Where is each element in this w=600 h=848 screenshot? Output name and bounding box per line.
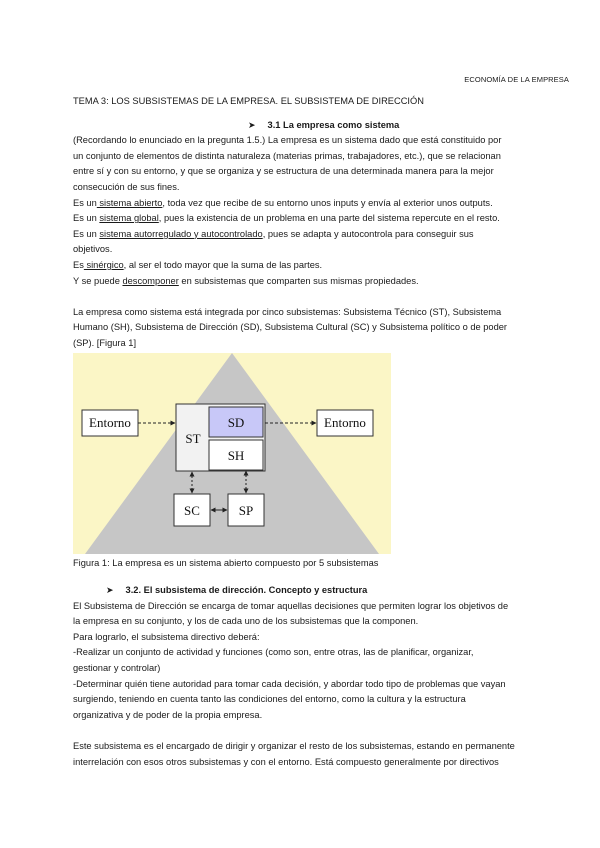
paragraph-line: La empresa como sistema está integrada por cinco subsistemas: Subsistema Técnico (ST), Subsistema (73, 306, 502, 317)
label-entorno-input: Entorno (89, 414, 131, 430)
descomponer-line (73, 274, 581, 290)
paragraph-line: surgiendo, teniendo en cuenta tanto las condiciones del entorno, como la cultura y la estructura (73, 694, 466, 705)
text-run: , toda vez que recibe de su entorno unos inputs y envía al exterior unos outputs. (162, 197, 493, 208)
section-heading-text: 3.2. El subsistema de dirección. Concepto y estructura (125, 585, 368, 596)
text-run: Y se puede (73, 275, 123, 286)
text-run: Es un (73, 197, 97, 208)
paragraph-line: -Determinar quién tiene autoridad para tomar cada decisión, y abordar todo tipo de problemas que vayan (73, 678, 506, 689)
sinergico-line (73, 258, 581, 274)
paragraph-line: organizativa y de poder de la propia empresa. (73, 709, 263, 720)
page-title: TEMA 3: LOS SUBSISTEMAS DE LA EMPRESA. EL SUBSISTEMA DE DIRECCIÓN (73, 96, 424, 106)
figure-caption: Figura 1: La empresa es un sistema abierto compuesto por 5 subsistemas (73, 557, 379, 568)
label-sc: SC (184, 502, 200, 518)
paragraph-line: El Subsistema de Dirección se encarga de tomar aquellas decisiones que permiten lograr los objetivos de (73, 600, 509, 611)
term-sistema-global: sistema global (99, 213, 159, 224)
term-sistema-abierto: sistema abierto (96, 197, 163, 208)
document-body (73, 94, 581, 770)
paragraph-line: Para lograrlo, el subsistema directivo deberá: (73, 631, 260, 642)
paragraph-line: objetivos. (73, 244, 113, 255)
paragraph-line: un conjunto de elementos de distinta naturaleza (materias primas, trabajadores, etc.), que se relacionan (73, 150, 501, 161)
paragraph-line: consecución de sus fines. (73, 181, 180, 192)
label-sd: SD (227, 414, 245, 430)
text-run: , al ser el todo mayor que la suma de las partes. (123, 259, 323, 270)
label-sp: SP (238, 502, 254, 518)
paragraph-line: (Recordando lo enunciado en la pregunta 1.5.) La empresa es un sistema dado que está constituido por (73, 135, 502, 146)
text-run: Es (73, 259, 84, 270)
term-sistema-autorregulado: sistema autorregulado y autocontrolado (99, 228, 263, 239)
subsystems-diagram-svg (73, 353, 391, 554)
text-run: Es un (73, 213, 100, 224)
paragraph-line: la empresa en su conjunto, y los de cada uno de los subsistemas que la componen. (73, 616, 419, 627)
label-st: ST (185, 430, 201, 446)
term-descomponer: descomponer (122, 275, 179, 286)
section-heading-3-2 (106, 583, 581, 599)
arrow-bullet-icon: ➤ (106, 585, 114, 596)
section-heading-text: 3.1 La empresa como sistema (267, 119, 400, 130)
sistema-global-line (73, 211, 581, 227)
paragraph-gap (73, 289, 581, 305)
document-header: ECONOMÍA DE LA EMPRESA (464, 75, 569, 84)
label-entorno-output: Entorno (324, 414, 366, 430)
section-heading-3-1 (248, 118, 581, 134)
paragraph-line: (SP). [Figura 1] (73, 337, 137, 348)
label-sh: SH (227, 447, 245, 463)
text-run: Es un (73, 228, 100, 239)
paragraph-line: Este subsistema es el encargado de dirigir y organizar el resto de los subsistemas, estando en permanente (73, 741, 515, 752)
paragraph-line: gestionar y controlar) (73, 663, 161, 674)
paragraph-line: entre sí y con su entorno, y que se organiza y se estructura de una determinada manera para la mejor (73, 166, 494, 177)
text-run: en subsistemas que comparten sus mismas propiedades. (178, 275, 419, 286)
paragraph-line: -Realizar un conjunto de actividad y funciones (como son, entre otras, las de planificar, organizar, (73, 647, 474, 658)
figure-subsystems-diagram (73, 353, 391, 554)
sistema-abierto-line (73, 196, 581, 212)
paragraph-gap (73, 723, 581, 739)
text-run: , pues se adapta y autocontrola para conseguir sus (262, 228, 474, 239)
arrow-bullet-icon: ➤ (248, 119, 256, 130)
paragraph-line: interrelación con esos otros subsistemas y con el entorno. Está compuesto generalmente por directivos (73, 756, 499, 767)
paragraph-line: Humano (SH), Subsistema de Dirección (SD), Subsistema Cultural (SC) y Subsistema político o de poder (73, 322, 508, 333)
sistema-autorregulado-line (73, 227, 581, 243)
text-run: , pues la existencia de un problema en una parte del sistema repercute en el resto. (158, 213, 500, 224)
term-sinergico: sinérgico (83, 259, 124, 270)
